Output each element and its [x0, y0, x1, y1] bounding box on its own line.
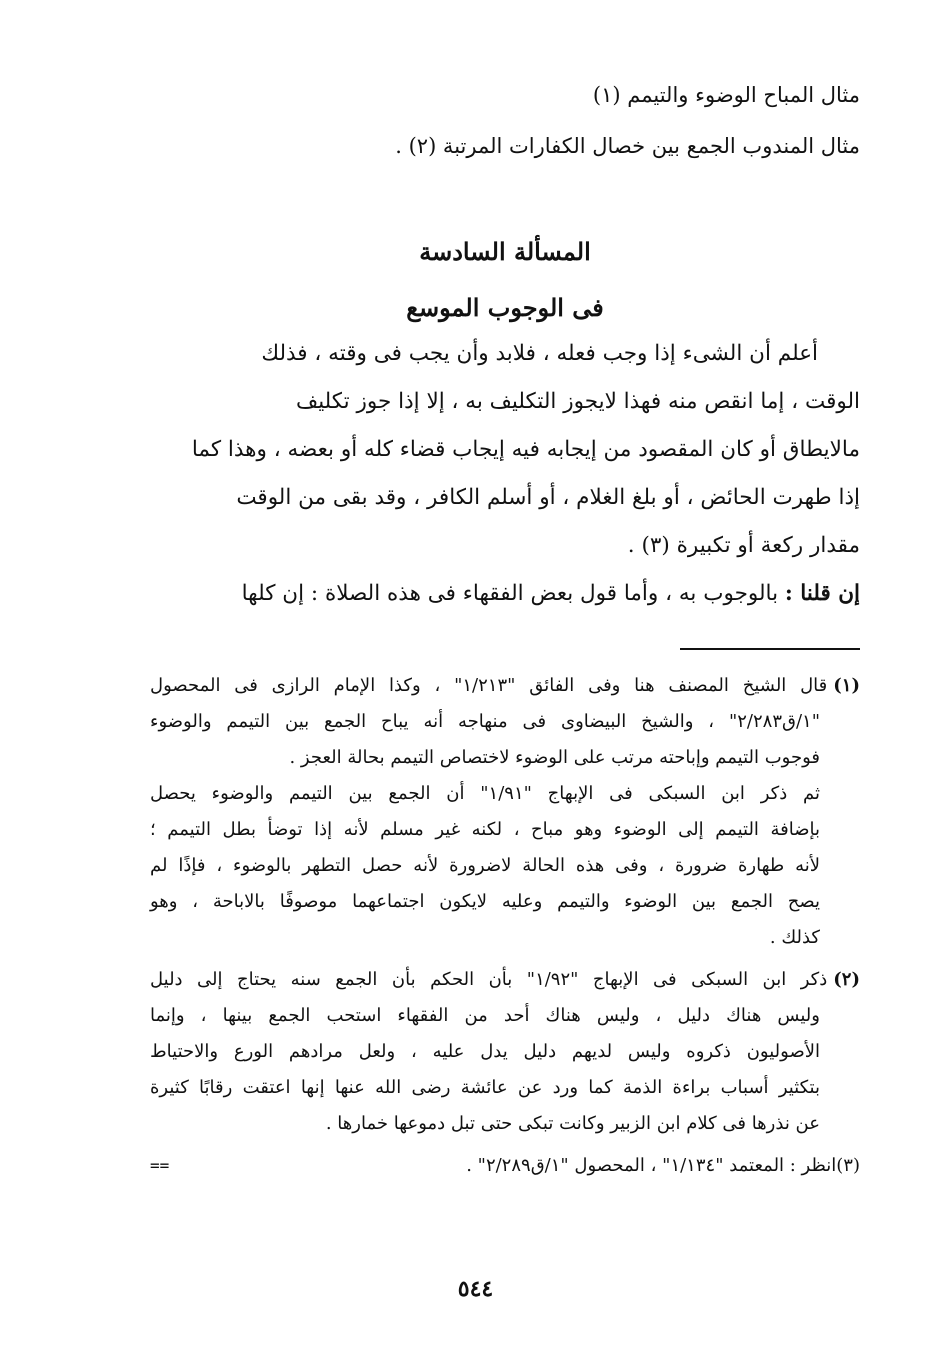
page-content [150, 80, 860, 1184]
footnote-line: انظر : المعتمد "١/١٣٤" ، المحصول "١/ق٢/٢٨٩" . [466, 1155, 837, 1176]
footnote-line: ثم ذكر ابن السبكى فى الإبهاج "١/٩١" أن الجمع بين التيمم والوضوء يحصل [150, 783, 820, 804]
paragraph-line: الوقت ، إما انقص منه فهذا لايجوز التكليف به ، إلا إذا جوز تكليف [295, 389, 860, 414]
footnote-line: فوجوب التيمم وإباحته مرتب على الوضوء لاختصاص التيمم بحالة العجز . [289, 747, 820, 768]
footnotes [150, 668, 860, 1184]
footnote-1 [150, 668, 860, 956]
paragraph-line: مالايطاق أو كان المقصود من إيجابه فيه إيجاب قضاء كله أو بعضه ، وهذا كما [191, 437, 860, 462]
footnote-line: كذلك . [769, 927, 820, 948]
footnote-line: الأصوليون ذكروه وليس لديهم دليل يدل عليه ، ولعل مرادهم الورع والاحتياط [150, 1041, 820, 1062]
footnote-number: (٢) [833, 969, 860, 990]
footnote-number: (٣) [836, 1155, 860, 1176]
footnote-number: (١) [833, 675, 860, 696]
footnote-line: "١/ق٢/٢٨٣" ، والشيخ البيضاوى فى منهاجه أنه يباح الجمع بين التيمم والوضوء [150, 711, 820, 732]
footnote-line: ذكر ابن السبكى فى الإبهاج "١/٩٢" بأن الحكم بأن الجمع سنه يحتاج إلى دليل [150, 969, 828, 990]
example-recommended: مثال المندوب الجمع بين خصال الكفارات المرتبة (٢) . [395, 134, 860, 158]
footnote-divider [680, 648, 860, 650]
paragraph-line: إذا طهرت الحائض ، أو بلغ الغلام ، أو أسلم الكافر ، وقد بقى من الوقت [236, 485, 860, 510]
footnote-line: لأنه طهارة ضرورة ، وفى هذه الحالة لاضرورة لأنه حصل التطهر بالوضوء ، فإذًا لم [150, 855, 820, 876]
example-lines [150, 80, 860, 161]
paragraph-lead: إن قلنا : [784, 581, 860, 606]
footnote-line: قال الشيخ المصنف هنا وفى الفائق "١/٢١٣" ، وكذا الإمام الرازى فى المحصول [150, 675, 828, 696]
footnote-line: عن نذرها فى كلام ابن الزبير وكانت تبكى حتى تبل دموعها خمارها . [325, 1113, 820, 1134]
main-paragraph [150, 337, 860, 562]
paragraph-line: أعلم أن الشىء إذا وجب فعله ، فلابد وأن يجب فى وقته ، فذلك [261, 341, 818, 366]
section-title: المسألة السادسة [419, 237, 591, 266]
page-number: ٥٤٤ [457, 1276, 494, 1302]
paragraph-line: مقدار ركعة أو تكبيرة (٣) . [627, 533, 860, 558]
footnote-line: بإضافة التيمم إلى الوضوء وهو مباح ، لكنه غير مسلم لأنه إذا توضأ بطل التيمم ؛ [150, 819, 820, 840]
paragraph-text: بالوجوب به ، وأما قول بعض الفقهاء فى هذه الصلاة : إن كلها [241, 581, 785, 606]
example-permissible: مثال المباح الوضوء والتيمم (١) [592, 83, 860, 107]
footnote-2 [150, 962, 860, 1142]
second-paragraph [150, 577, 860, 610]
footnote-line: بتكثير أسباب براءة الذمة كما ورد عن عائشة رضى الله عنها إنها اعتقت رقابًا كثيرة [150, 1077, 820, 1098]
footnote-3 [150, 1148, 860, 1184]
section-subtitle: فى الوجوب الموسع [406, 293, 604, 322]
footnote-line: وليس هناك دليل ، وليس هناك أحد من الفقهاء استحب الجمع بينها ، وإنما [150, 1005, 820, 1026]
continuation-mark: == [150, 1156, 170, 1175]
footnote-line: يصح الجمع بين الوضوء والتيمم وعليه لايكون اجتماعهما موصوفًا بالاباحة ، وهو [150, 891, 820, 912]
